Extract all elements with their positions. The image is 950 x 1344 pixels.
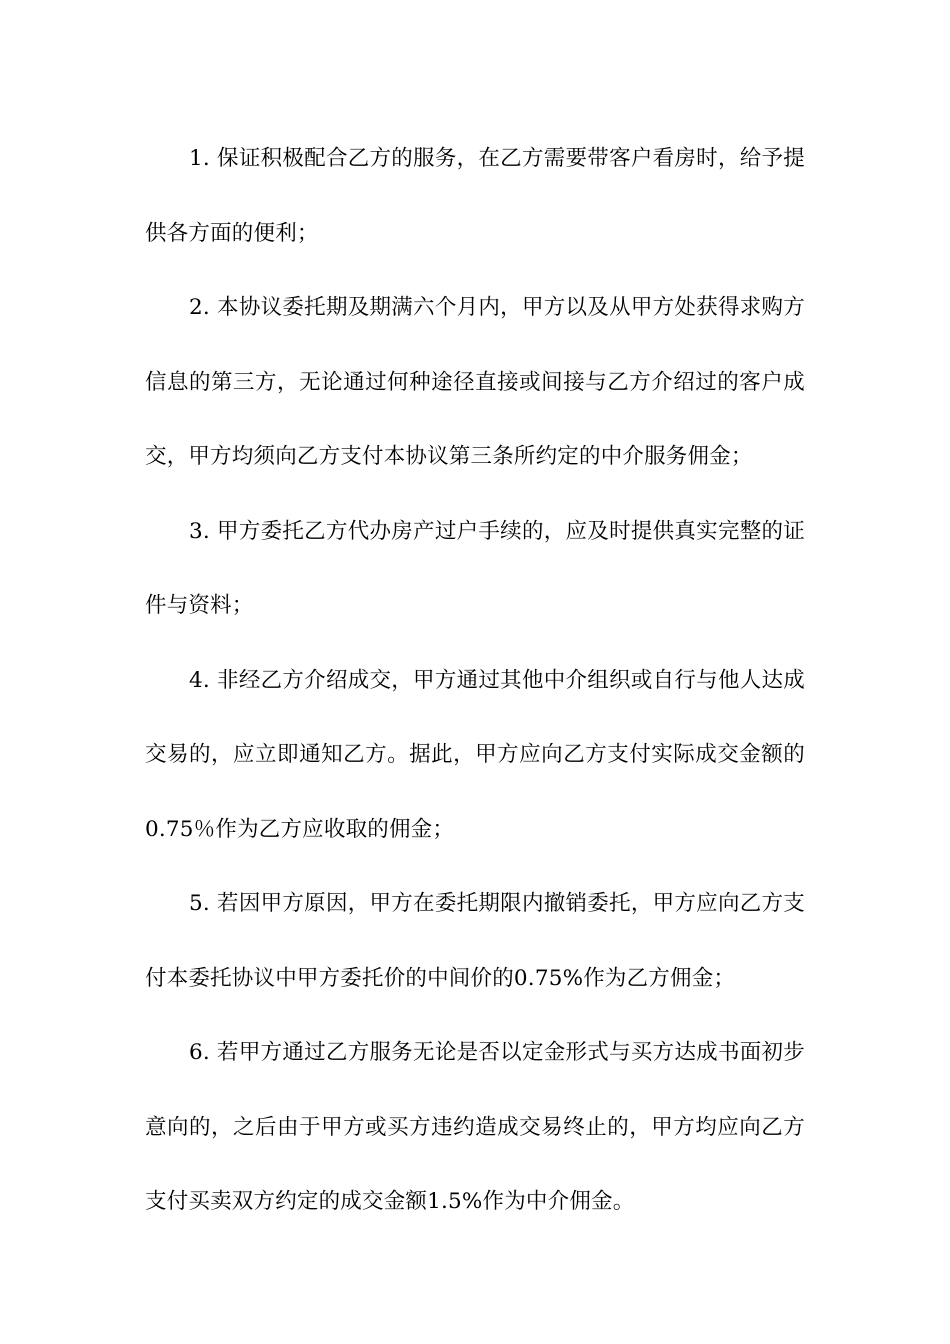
clause-number: 2. [189, 295, 210, 320]
clause-text: 甲方委托乙方代办房产过户手续的，应及时提供真实完整的证件与资料； [145, 518, 805, 618]
clause-text: 若甲方通过乙方服务无论是否以定金形式与买方达成书面初步意向的，之后由于甲方或买方违约造成交易终止的，甲方均应向乙方支付买卖双方约定的成交金额1.5%作为中介佣金。 [145, 1040, 805, 1214]
clause-number: 3. [189, 518, 210, 544]
clause-text: 若因甲方原因，甲方在委托期限内撤销委托，甲方应向乙方支付本委托协议中甲方委托价的中间价的0.75%作为乙方佣金； [145, 891, 805, 991]
clause-1 [145, 122, 805, 271]
clause-number: 1. [189, 146, 210, 171]
clause-number: 5. [189, 891, 210, 916]
clause-5 [145, 867, 805, 1016]
clause-text: 本协议委托期及期满六个月内，甲方以及从甲方处获得求购方信息的第三方，无论通过何种途径直接或间接与乙方介绍过的客户成交，甲方均须向乙方支付本协议第三条所约定的中介服务佣金； [145, 295, 805, 469]
clause-6 [145, 1016, 805, 1240]
clause-3 [145, 495, 805, 644]
clause-number: 4. [189, 667, 210, 693]
clause-text: 保证积极配合乙方的服务，在乙方需要带客户看房时，给予提供各方面的便利； [145, 146, 805, 246]
document-body [145, 122, 805, 1240]
clause-number: 6. [189, 1040, 210, 1065]
clause-2 [145, 271, 805, 495]
clause-4 [145, 644, 805, 868]
clause-text: 非经乙方介绍成交，甲方通过其他中介组织或自行与他人达成交易的，应立即通知乙方。据此，甲方应向乙方支付实际成交金额的0.75％作为乙方应收取的佣金； [145, 667, 805, 842]
